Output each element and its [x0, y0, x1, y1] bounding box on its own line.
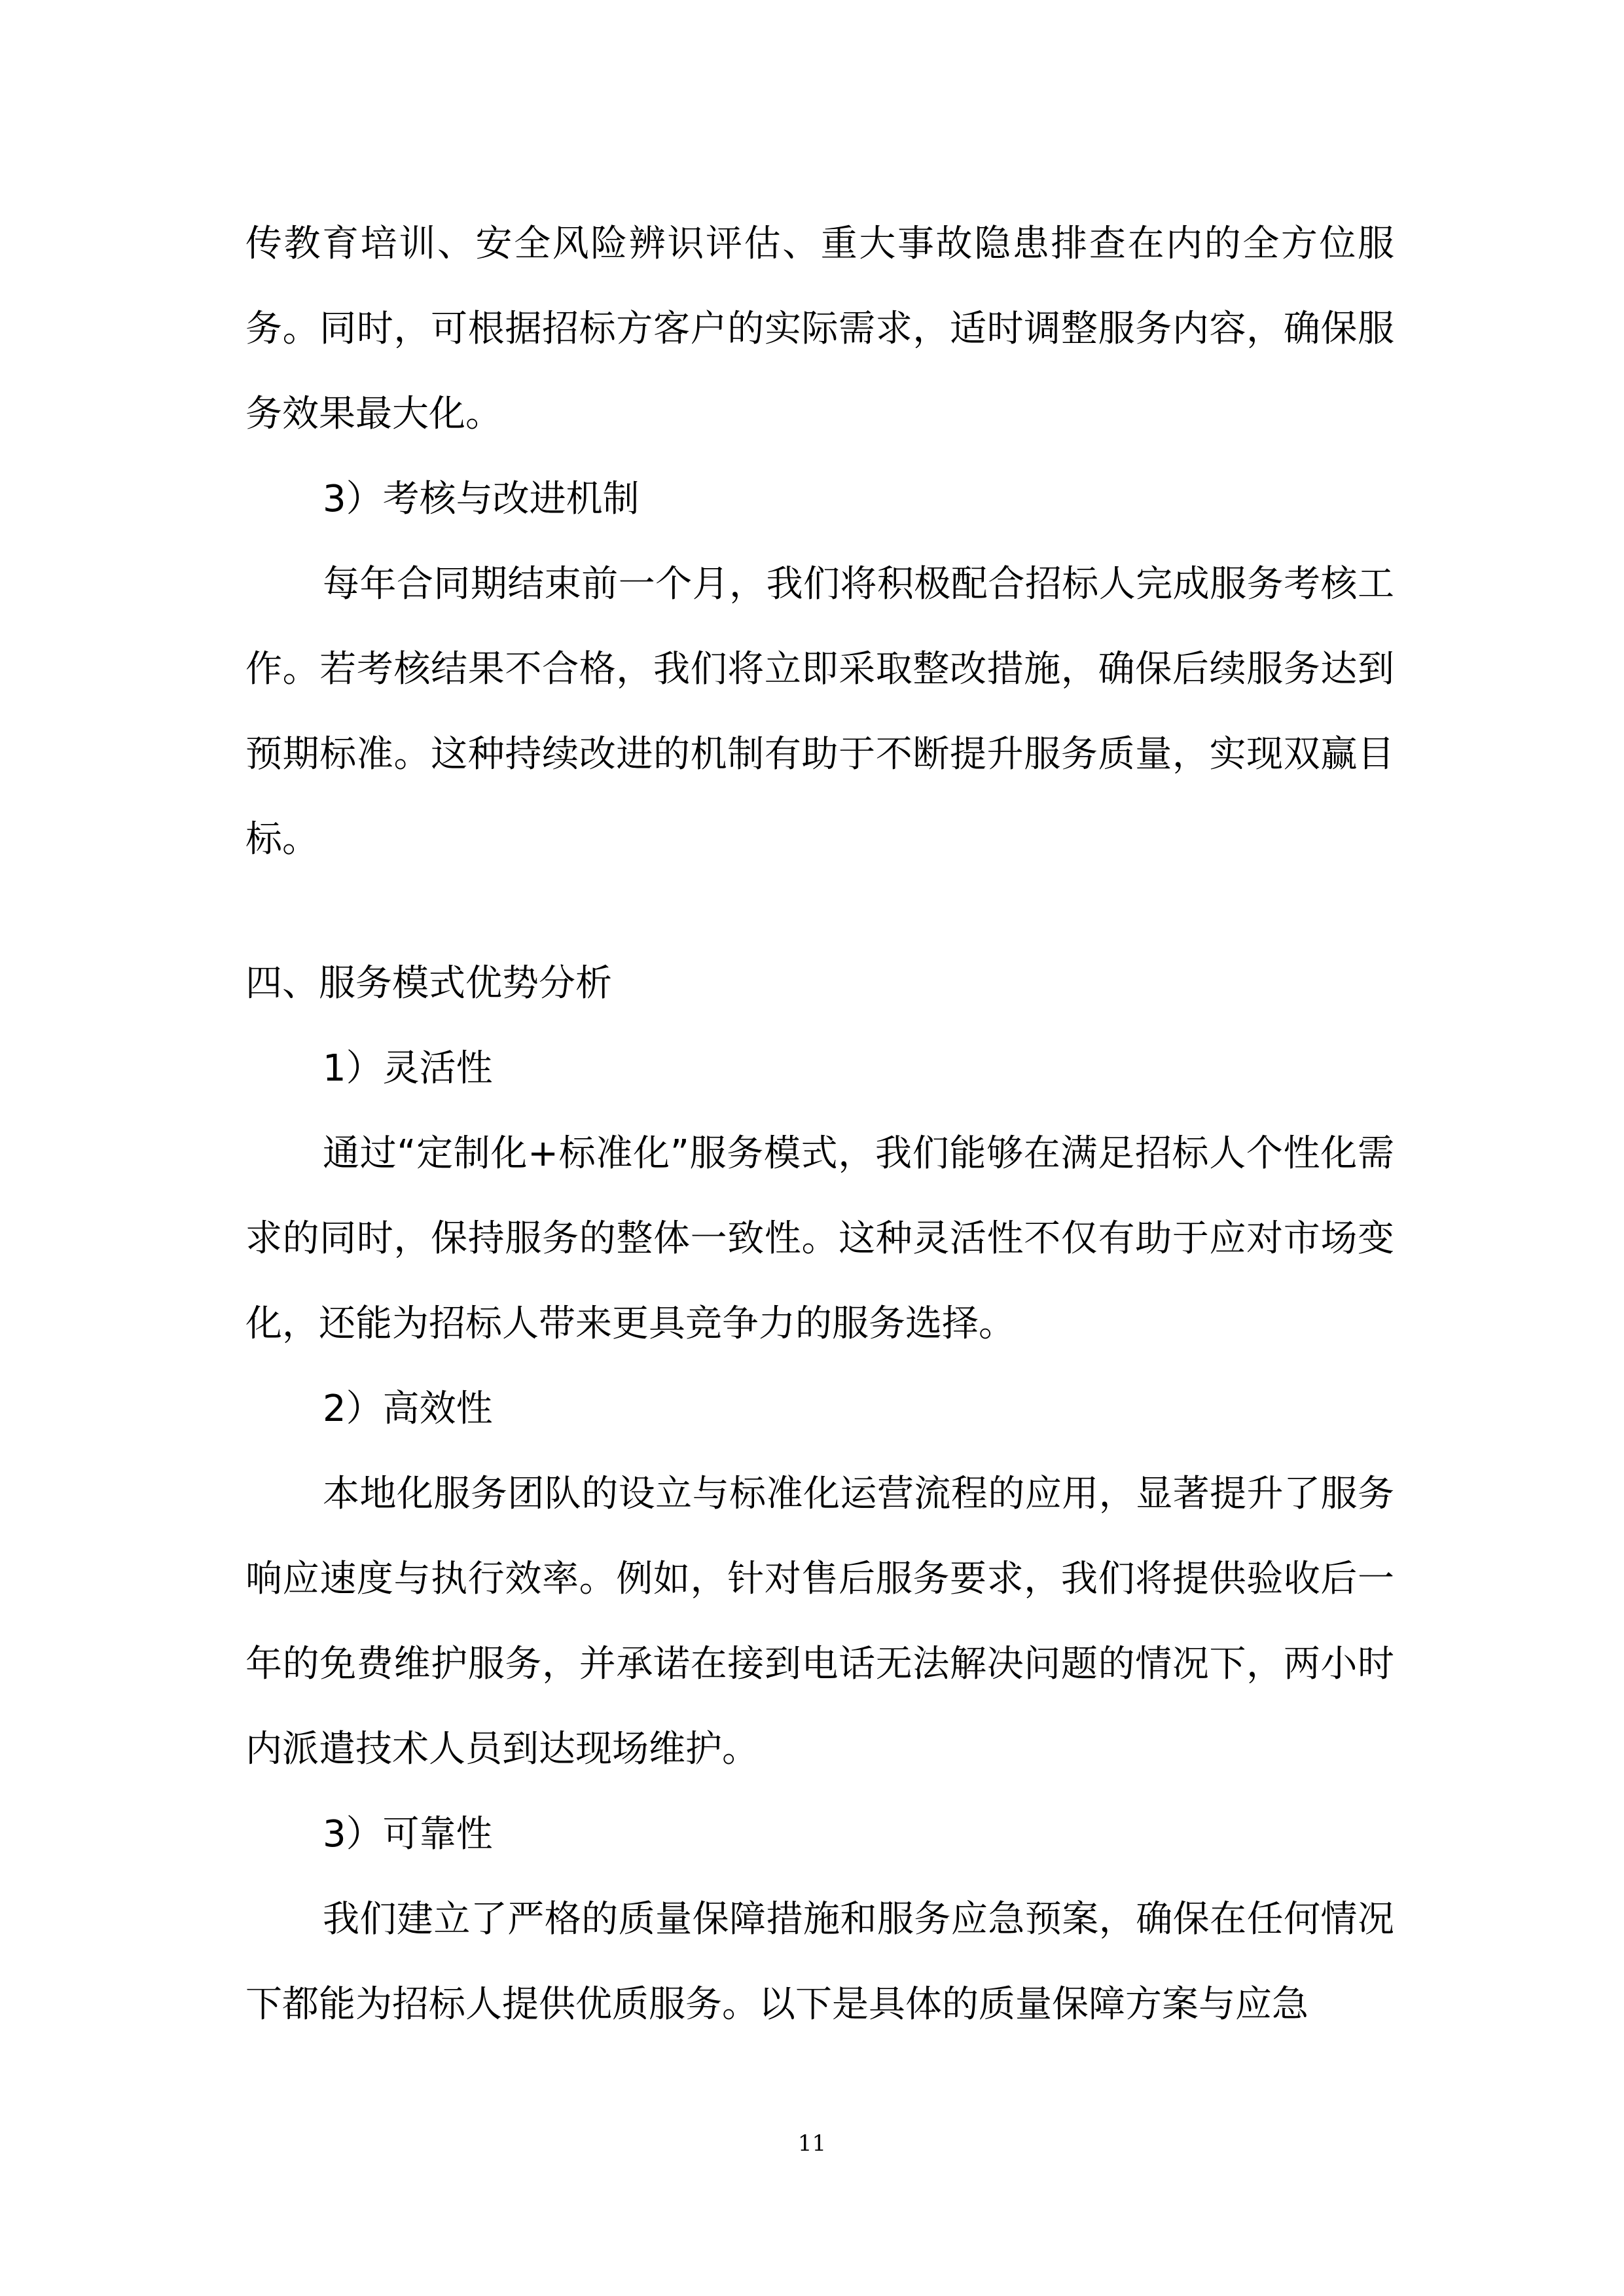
page-body: [245, 202, 1394, 2047]
section-heading-service-model-advantages: 四、服务模式优势分析: [245, 962, 612, 1005]
subheading-assessment-improvement: 3）考核与改进机制: [323, 478, 640, 520]
subheading-flexibility: 1）灵活性: [323, 1047, 493, 1090]
paragraph-assessment: 每年合同期结束前一个月，我们将积极配合招标人完成服务考核工作。若考核结果不合格，我们将立即采取整改措施，确保后续服务达到预期标准。这种持续改进的机制有助于不断提升服务质量，实现双赢目标。: [245, 563, 1394, 861]
paragraph-flexibility: 通过“定制化+标准化”服务模式，我们能够在满足招标人个性化需求的同时，保持服务的整体一致性。这种灵活性不仅有助于应对市场变化，还能为招标人带来更具竞争力的服务选择。: [245, 1132, 1394, 1345]
paragraph-efficiency: 本地化服务团队的设立与标准化运营流程的应用，显著提升了服务响应速度与执行效率。例如，针对售后服务要求，我们将提供验收后一年的免费维护服务，并承诺在接到电话无法解决问题的情况下，两小时内派遣技术人员到达现场维护。: [245, 1473, 1394, 1770]
page-number: 11: [797, 2130, 827, 2157]
subheading-efficiency: 2）高效性: [323, 1388, 493, 1430]
subheading-reliability: 3）可靠性: [323, 1813, 493, 1856]
paragraph-continuation: 传教育培训、安全风险辨识评估、重大事故隐患排查在内的全方位服务。同时，可根据招标方客户的实际需求，适时调整服务内容，确保服务效果最大化。: [245, 223, 1394, 435]
paragraph-reliability: 我们建立了严格的质量保障措施和服务应急预案，确保在任何情况下都能为招标人提供优质服务。以下是具体的质量保障方案与应急: [245, 1898, 1394, 2026]
